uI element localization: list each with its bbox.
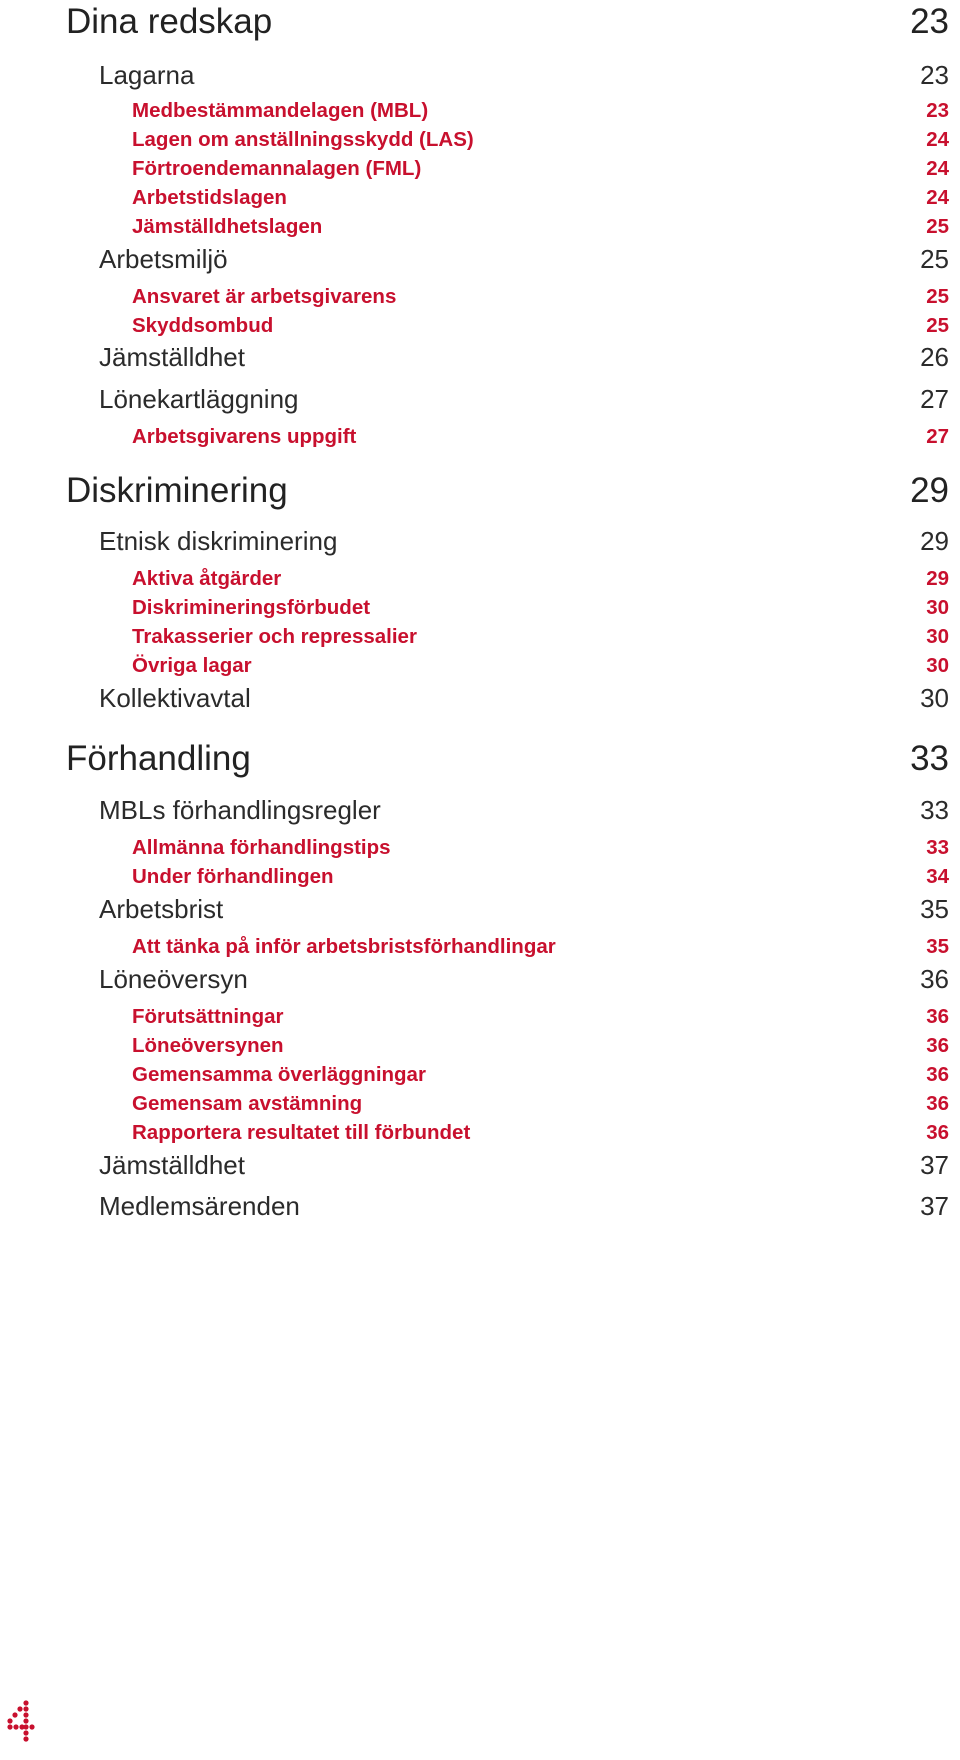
page-number-4-dotted bbox=[6, 1700, 38, 1746]
toc-subsection bbox=[0, 596, 960, 620]
toc-section bbox=[0, 342, 960, 373]
toc-subsection bbox=[0, 1121, 960, 1145]
toc-entry-label: Rapportera resultatet till förbundet bbox=[132, 1121, 471, 1144]
toc-entry-label: Jämställdhet bbox=[99, 1150, 245, 1180]
toc-chapter bbox=[0, 739, 960, 779]
toc-section bbox=[0, 244, 960, 275]
toc-entry-label: Förtroendemannalagen (FML) bbox=[132, 157, 422, 180]
toc-chapter bbox=[0, 471, 960, 511]
toc-entry-label: Löneöversyn bbox=[99, 964, 248, 994]
toc-entry-page: 25 bbox=[926, 215, 949, 238]
page-number-dot bbox=[23, 1712, 28, 1717]
toc-entry-label: Förutsättningar bbox=[132, 1005, 284, 1028]
toc-entry-page: 29 bbox=[926, 567, 949, 590]
toc-entry-page: 29 bbox=[920, 526, 949, 556]
toc-entry-label: Aktiva åtgärder bbox=[132, 567, 282, 590]
toc-entry-label: Arbetsmiljö bbox=[99, 244, 228, 274]
toc-entry-page: 35 bbox=[920, 894, 949, 924]
toc-entry-label: Dina redskap bbox=[66, 2, 273, 41]
toc-entry-label: Medbestämmandelagen (MBL) bbox=[132, 99, 429, 122]
toc-entry-page: 27 bbox=[926, 425, 949, 448]
page-number-dot bbox=[23, 1718, 28, 1723]
toc-entry-page: 33 bbox=[910, 739, 949, 778]
toc-entry-page: 36 bbox=[920, 964, 949, 994]
toc-entry-page: 25 bbox=[926, 314, 949, 337]
toc-entry-page: 23 bbox=[926, 99, 949, 122]
toc-section bbox=[0, 526, 960, 557]
toc-entry-page: 37 bbox=[920, 1150, 949, 1180]
toc-subsection bbox=[0, 567, 960, 591]
toc-section bbox=[0, 1191, 960, 1222]
page-number-dot bbox=[17, 1706, 22, 1711]
toc-section bbox=[0, 964, 960, 995]
toc-entry-page: 33 bbox=[920, 795, 949, 825]
toc-subsection bbox=[0, 128, 960, 152]
page-number-dot bbox=[23, 1724, 28, 1729]
toc-entry-label: Diskrimineringsförbudet bbox=[132, 596, 371, 619]
toc-entry-label: Trakasserier och repressalier bbox=[132, 625, 417, 648]
toc-subsection bbox=[0, 1034, 960, 1058]
toc-entry-label: Förhandling bbox=[66, 739, 251, 778]
toc-entry-label: Arbetsbrist bbox=[99, 894, 224, 924]
toc-entry-page: 33 bbox=[926, 836, 949, 859]
page-number-dot bbox=[23, 1700, 28, 1705]
toc-entry-page: 36 bbox=[926, 1063, 949, 1086]
toc-entry-label: Under förhandlingen bbox=[132, 865, 334, 888]
toc-subsection bbox=[0, 865, 960, 889]
toc-entry-label: Lagen om anställningsskydd (LAS) bbox=[132, 128, 474, 151]
toc-subsection bbox=[0, 157, 960, 181]
toc-entry-label: Medlemsärenden bbox=[99, 1191, 300, 1221]
toc-subsection bbox=[0, 625, 960, 649]
page-number-dot bbox=[23, 1730, 28, 1735]
toc-entry-label: Löneöversynen bbox=[132, 1034, 284, 1057]
toc-entry-page: 36 bbox=[926, 1121, 949, 1144]
toc-subsection bbox=[0, 836, 960, 860]
page-number-dot bbox=[23, 1736, 28, 1741]
toc-entry-label: Skyddsombud bbox=[132, 314, 274, 337]
toc-subsection bbox=[0, 1063, 960, 1087]
toc-subsection bbox=[0, 186, 960, 210]
toc-entry-page: 30 bbox=[920, 683, 949, 713]
toc-entry-page: 37 bbox=[920, 1191, 949, 1221]
page-number-dot bbox=[12, 1712, 17, 1717]
toc-chapter bbox=[0, 2, 960, 42]
toc-subsection bbox=[0, 935, 960, 959]
toc-entry-page: 35 bbox=[926, 935, 949, 958]
toc-entry-page: 23 bbox=[920, 60, 949, 90]
toc-entry-label: Gemensamma överläggningar bbox=[132, 1063, 426, 1086]
toc-entry-page: 27 bbox=[920, 384, 949, 414]
toc-entry-label: Allmänna förhandlingstips bbox=[132, 836, 391, 859]
toc-section bbox=[0, 683, 960, 714]
toc-entry-label: Gemensam avstämning bbox=[132, 1092, 363, 1115]
toc-entry-page: 36 bbox=[926, 1092, 949, 1115]
toc-entry-page: 30 bbox=[926, 625, 949, 648]
toc-entry-page: 23 bbox=[910, 2, 949, 41]
toc-entry-page: 24 bbox=[926, 128, 949, 151]
toc-entry-label: Lagarna bbox=[99, 60, 195, 90]
toc-section bbox=[0, 894, 960, 925]
toc-subsection bbox=[0, 1005, 960, 1029]
toc-entry-page: 25 bbox=[920, 244, 949, 274]
toc-entry-page: 30 bbox=[926, 596, 949, 619]
toc-subsection bbox=[0, 425, 960, 449]
page-number-dot bbox=[7, 1718, 12, 1723]
toc-subsection bbox=[0, 99, 960, 123]
toc-section bbox=[0, 60, 960, 91]
toc-entry-label: MBLs förhandlingsregler bbox=[99, 795, 381, 825]
toc-entry-label: Lönekartläggning bbox=[99, 384, 299, 414]
toc-section bbox=[0, 1150, 960, 1181]
toc-entry-page: 26 bbox=[920, 342, 949, 372]
toc-entry-page: 36 bbox=[926, 1005, 949, 1028]
toc-entry-label: Ansvaret är arbetsgivarens bbox=[132, 285, 397, 308]
toc-subsection bbox=[0, 314, 960, 338]
toc-subsection bbox=[0, 654, 960, 678]
toc-entry-page: 25 bbox=[926, 285, 949, 308]
toc-entry-label: Diskriminering bbox=[66, 471, 288, 510]
page-number-dot bbox=[13, 1724, 18, 1729]
toc-subsection bbox=[0, 1092, 960, 1116]
toc-entry-page: 24 bbox=[926, 157, 949, 180]
toc-entry-label: Arbetstidslagen bbox=[132, 186, 287, 209]
toc-entry-label: Jämställdhet bbox=[99, 342, 245, 372]
toc-entry-label: Arbetsgivarens uppgift bbox=[132, 425, 357, 448]
toc-entry-label: Kollektivavtal bbox=[99, 683, 251, 713]
toc-subsection bbox=[0, 215, 960, 239]
toc-entry-page: 34 bbox=[926, 865, 949, 888]
toc-entry-label: Etnisk diskriminering bbox=[99, 526, 338, 556]
toc-entry-label: Att tänka på inför arbetsbristsförhandlingar bbox=[132, 935, 556, 958]
toc-entry-page: 30 bbox=[926, 654, 949, 677]
page-number-dot bbox=[7, 1724, 12, 1729]
toc-section bbox=[0, 384, 960, 415]
page-number-dot bbox=[23, 1706, 28, 1711]
toc-entry-label: Jämställdhetslagen bbox=[132, 215, 323, 238]
toc-section bbox=[0, 795, 960, 826]
page-number-dot bbox=[29, 1724, 34, 1729]
toc-subsection bbox=[0, 285, 960, 309]
toc-entry-page: 36 bbox=[926, 1034, 949, 1057]
toc-entry-page: 24 bbox=[926, 186, 949, 209]
toc-entry-label: Övriga lagar bbox=[132, 654, 252, 677]
toc-entry-page: 29 bbox=[910, 471, 949, 510]
